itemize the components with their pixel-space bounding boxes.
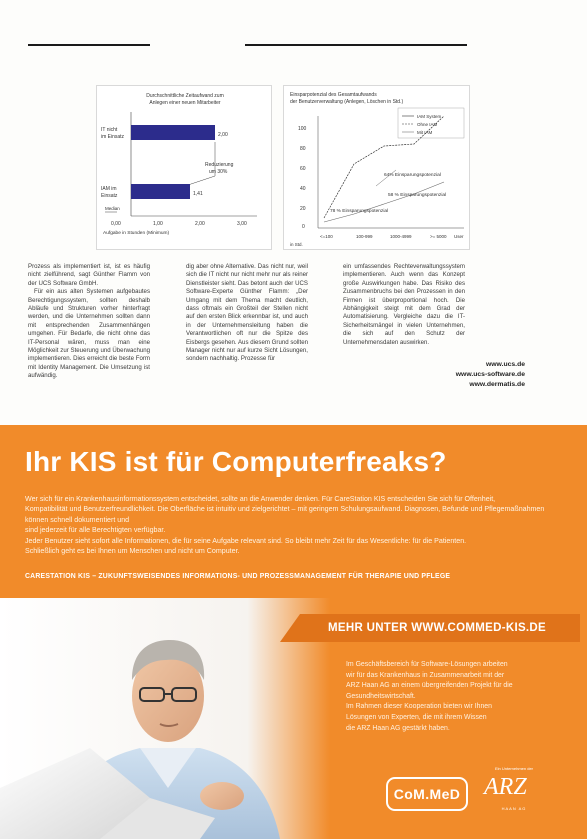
right-chart-title-1: Einsparpotenzial des Gesamtaufwands — [290, 92, 377, 98]
man-hand — [200, 782, 244, 810]
link-ucs[interactable]: www.ucs.de — [485, 361, 525, 368]
right-ytick-20: 20 — [300, 206, 306, 212]
ad-headline: Ihr KIS ist für Computerfreaks? — [25, 446, 447, 477]
right-ytick-60: 60 — [300, 166, 306, 172]
link-dermatis[interactable]: www.dermatis.de — [469, 381, 525, 388]
chart-time-per-user — [96, 85, 272, 250]
col2-paragraph-1: dig aber ohne Alternative. Das nicht nur, weil sich die IT nicht nur nicht mehr nur als reiner Dienstleister sieht. Das betont auch der UCS Software-Experte Günther Flamm: „Der Umgang mit dem Thema macht deutlich, dass oftmals ein Großteil der Stellen nicht auf den ersten Blick erkennbar ist, und auch in der Unternehmensleitung haben die Verantwortlichen oft nur die Spitze des Eisbergs gesehen. Aus diesem Grund sollten Manager nicht nur auf kurze Sicht Lösungen, sondern nachhaltig. Prozesse für — [186, 263, 308, 363]
annotation-58: 58 % Einsparungspotenzial — [388, 193, 447, 198]
info-line-3: ARZ Haan AG an einem übergreifenden Projekt für die Gesundheitswirtschaft. — [346, 682, 513, 700]
top-rule-left — [28, 44, 150, 46]
left-tick-1: 1,00 — [153, 221, 163, 227]
col3-paragraph-1: ein umfassendes Rechteverwaltungssystem implementieren. Auch wenn das Konzept große Auswirkungen habe. Das Risiko des Zusammenbruchs bei den Prozessen in den Firmen ist überproportional hoch. Die Abhängigkeit steigt mit dem Grad der Automatisierung. Vergleiche dazu die IT-Sicherheitsmängel in vielen Unternehmen, die sich auf den Schutz der Unternehmensdaten auswirken. — [343, 263, 465, 346]
series-mit-iam — [324, 182, 447, 222]
legend-ohne-iam: Ohne IAM — [417, 122, 438, 127]
right-ytick-0: 0 — [302, 224, 305, 230]
cta-link-commed-kis[interactable]: MEHR UNTER WWW.COMMED-KIS.DE — [328, 622, 546, 634]
ad-body-line-2: Kompatibilität und Benutzerfreundlichkeit. Die Oberfläche ist intuitiv und zielgerichtet – mit geringem Schulungsaufwand. Diagnosen, Befunde und Pflegemaßnahmen können schnell dokumentiert und — [25, 505, 545, 524]
right-xtick-4: >= 5000 — [430, 234, 447, 239]
left-tick-0: 0,00 — [111, 221, 121, 227]
bar2-value: 1,41 — [193, 191, 203, 197]
ad-body-line-5: Schließlich geht es bei Ihnen um Menschen und nicht um Computer. — [25, 547, 240, 556]
right-ytick-100: 100 — [298, 126, 307, 132]
chart-time-per-user-svg — [97, 86, 273, 251]
legend-mit-iam: Mit IAM — [417, 130, 433, 135]
arz-logo — [478, 766, 550, 818]
bar-iam-in-use — [131, 184, 190, 199]
arz-logo-subline: HAAN AG — [501, 806, 527, 811]
bar1-label-1: IT nicht — [101, 127, 118, 133]
right-ytick-80: 80 — [300, 146, 306, 152]
ad-body-line-1: Wer sich für ein Krankenhausinformationssystem entscheidet, sollte an die Anwender denken. Für CareStation KIS entscheiden Sie sich für Offenheit, — [25, 495, 496, 503]
link-ucs-software[interactable]: www.ucs-software.de — [455, 371, 525, 378]
ad-info-text — [346, 660, 560, 734]
legend-iam-system: IAM System — [417, 114, 442, 119]
legend-median: Median — [105, 206, 120, 211]
chart-savings-potential — [283, 85, 470, 250]
arz-logo-letters: ARZ — [484, 774, 527, 800]
info-line-5: Lösungen von Experten, die mit ihrem Wissen — [346, 713, 487, 721]
left-chart-title-1: Durchschnittliche Zeitaufwand zum — [146, 93, 224, 99]
right-xtick-2: 100-999 — [356, 234, 373, 239]
chart-savings-potential-svg — [284, 86, 471, 251]
top-rule-right — [245, 44, 467, 46]
article-column-1 — [28, 263, 150, 381]
ad-body-line-3: sind jederzeit für alle Berechtigten verfügbar. — [25, 526, 166, 535]
left-chart-title-2: Anlegen einer neuen Mitarbeiter — [149, 100, 221, 106]
bar1-label-2: im Einsatz — [101, 134, 125, 140]
reduction-label-1: Reduzierung — [205, 162, 234, 168]
ad-claim: CARESTATION KIS – ZUKUNFTSWEISENDES INFORMATIONS- UND PROZESSMANAGEMENT FÜR THERAPIE UND PFLEGE — [25, 573, 451, 580]
left-chart-xlabel: Aufgabe in Stunden (Minimum) — [103, 231, 170, 236]
info-line-2: wir für das Krankenhaus in Zusammenarbeit mit der — [346, 671, 505, 679]
bar-it-not-in-use — [131, 125, 215, 140]
commed-logo — [386, 777, 468, 811]
bar2-label-2: Einsatz — [101, 193, 118, 199]
ad-body-line-4: Jeder Benutzer sieht sofort alle Informationen, die für seine Aufgabe relevant sind. So bleibt mehr Zeit für das Wesentliche: für die Patienten. — [25, 536, 467, 545]
bar1-value: 2,00 — [218, 132, 228, 138]
ad-body — [25, 494, 560, 556]
right-xtick-1: <=100 — [320, 234, 333, 239]
article-column-3 — [343, 263, 465, 347]
annotation-78: 78 % Einsparungspotenzial — [330, 209, 389, 214]
source-links — [360, 360, 525, 390]
right-ytick-40: 40 — [300, 186, 306, 192]
left-tick-3: 3,00 — [237, 221, 247, 227]
arz-logo-tagline: Ein Unternehmen der — [494, 766, 534, 771]
info-line-6: die ARZ Haan AG gestärkt haben. — [346, 724, 450, 732]
info-line-1: Im Geschäftsbereich für Software-Lösungen arbeiten — [346, 661, 508, 668]
col1-paragraph-2: Für ein aus alten Systemen aufgebautes Berechtigungssystem, sollten deshalb Abläufe und Strukturen vorher hinterfragt werden, und die Unternehmen sollten dann mit entsprechenden Zusammenhängen umgehen. Für Bedarfe, die nicht ohne das IT-Personal wären, muss man eine Möglichkeit zur Steuerung und Überwachung implementieren. Dies erreicht die beste Form mit Identity Management. Die Umsetzung ist aufwändig. — [28, 288, 150, 380]
col1-paragraph-1: Prozess als implementiert ist, ist es häufig nicht zielführend, sagt Günther Flamm von der UCS Software GmbH. — [28, 263, 150, 287]
info-line-4: Im Rahmen dieser Kooperation bieten wir Ihnen — [346, 703, 492, 711]
article-column-2 — [186, 263, 308, 364]
commed-logo-text: CoM.MeD — [393, 786, 461, 802]
right-chart-title-2: der Benutzerverwaltung (Anlegen, Löschen in Std.) — [290, 99, 404, 105]
left-tick-2: 2,00 — [195, 221, 205, 227]
right-y-unit: in Std. — [290, 242, 303, 247]
reduction-label-2: um 30% — [209, 169, 228, 175]
right-xtick-3: 1000-4999 — [390, 234, 412, 239]
annotation-64: 64% Einsparungspotenzial — [384, 173, 441, 178]
right-x-unit: User — [454, 234, 464, 239]
bar2-label-1: IAM im — [101, 186, 117, 192]
